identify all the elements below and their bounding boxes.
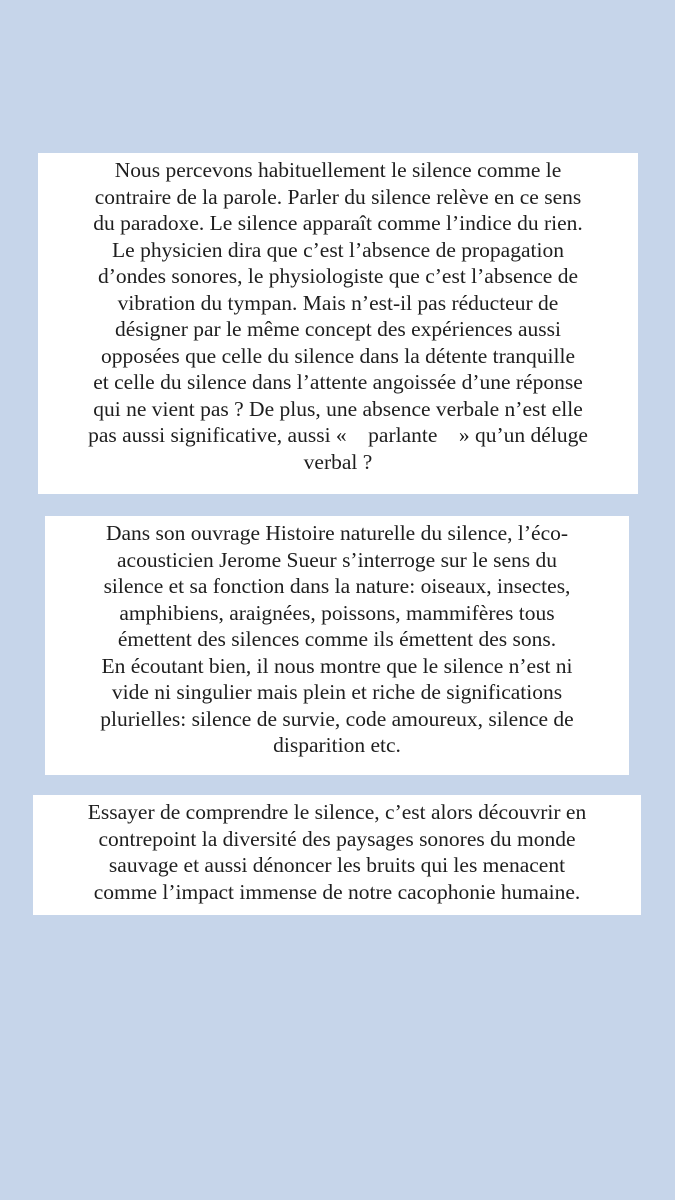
text-line: vide ni singulier mais plein et riche de significations bbox=[111, 680, 563, 704]
text-line: verbal ? bbox=[303, 449, 373, 474]
text-line: émettent des silences comme ils émettent des sons. bbox=[117, 627, 557, 651]
text-line: acousticien Jerome Sueur s’interroge sur le sens du bbox=[116, 547, 558, 572]
text-line: désigner par le même concept des expériences aussi bbox=[115, 317, 561, 341]
text-line: amphibiens, araignées, poissons, mammifères tous bbox=[119, 600, 555, 625]
text-line: Le physicien dira que c’est l’absence de propagation bbox=[112, 237, 564, 262]
text-line: sauvage et aussi dénoncer les bruits qui les menacent bbox=[108, 853, 566, 877]
text-line: opposées que celle du silence dans la détente tranquille bbox=[100, 343, 576, 368]
text-line: contraire de la parole. Parler du silence relève en ce sens bbox=[94, 184, 582, 209]
text-line: qui ne vient pas ? De plus, une absence verbale n’est elle bbox=[93, 396, 583, 421]
text-line: Dans son ouvrage Histoire naturelle du silence, l’éco- bbox=[105, 521, 569, 545]
text-line: En écoutant bien, il nous montre que le silence n’est ni bbox=[101, 653, 573, 678]
text-line: du paradoxe. Le silence apparaît comme l’indice du rien. bbox=[93, 211, 583, 235]
text-line: et celle du silence dans l’attente angoissée d’une réponse bbox=[93, 370, 583, 394]
paragraph-3 bbox=[33, 799, 641, 905]
paragraph-2 bbox=[45, 520, 629, 759]
text-line: Nous percevons habituellement le silence comme le bbox=[114, 158, 562, 182]
text-card-1 bbox=[38, 153, 638, 494]
text-card-3 bbox=[33, 795, 641, 915]
text-line: plurielles: silence de survie, code amoureux, silence de bbox=[100, 706, 574, 731]
text-line: contrepoint la diversité des paysages sonores du monde bbox=[98, 826, 576, 851]
text-line: pas aussi significative, aussi « parlante » qu’un déluge bbox=[88, 423, 588, 447]
text-line: d’ondes sonores, le physiologiste que c’est l’absence de bbox=[97, 264, 579, 288]
text-line: Essayer de comprendre le silence, c’est alors découvrir en bbox=[87, 800, 587, 824]
text-line: disparition etc. bbox=[273, 733, 401, 757]
text-card-2 bbox=[45, 516, 629, 775]
text-line: comme l’impact immense de notre cacophonie humaine. bbox=[93, 879, 581, 904]
text-line: silence et sa fonction dans la nature: oiseaux, insectes, bbox=[103, 574, 571, 598]
paragraph-1 bbox=[38, 157, 638, 475]
text-line: vibration du tympan. Mais n’est-il pas réducteur de bbox=[117, 290, 559, 315]
